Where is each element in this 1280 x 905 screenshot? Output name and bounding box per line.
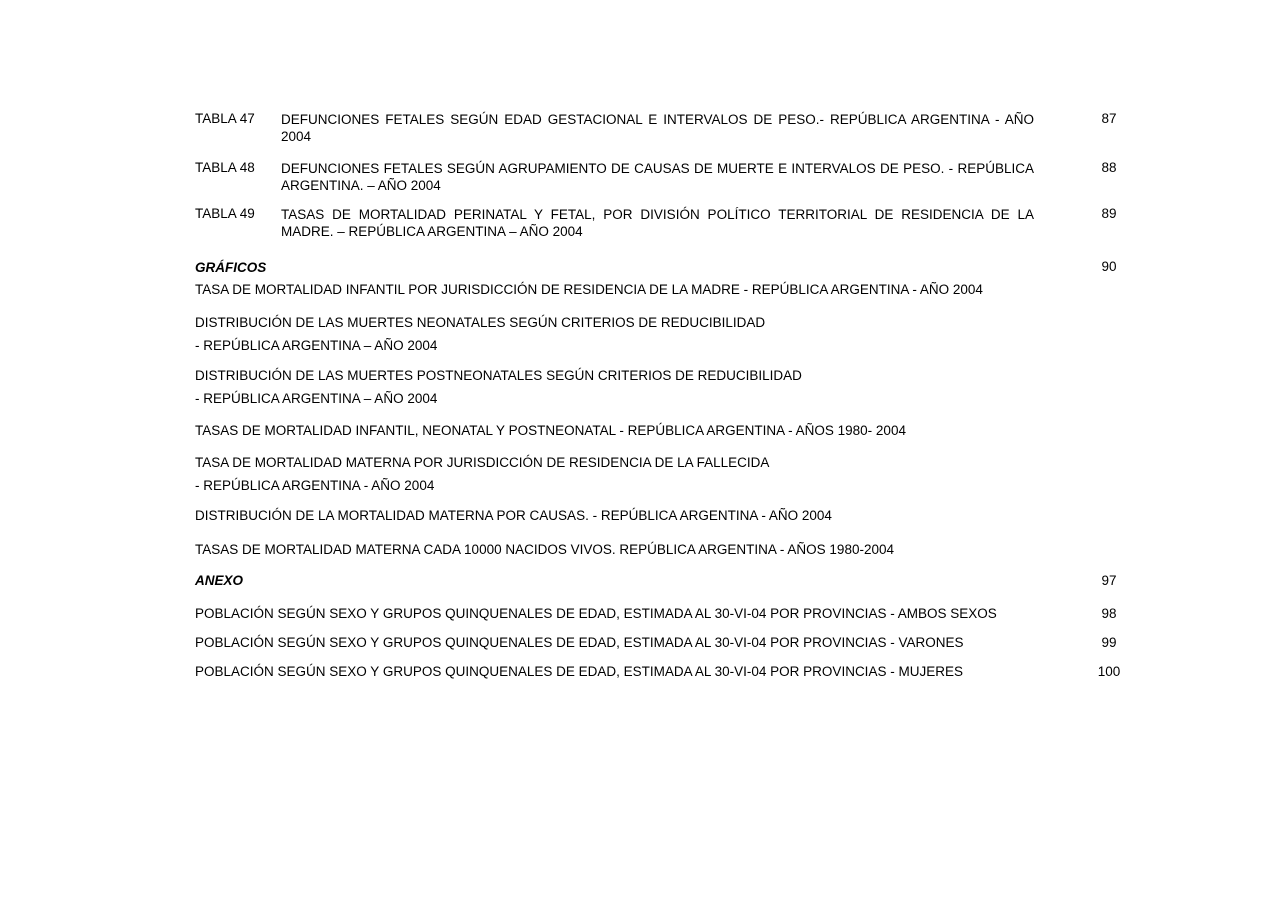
section-heading-graficos: GRÁFICOS (195, 260, 267, 275)
toc-page-number: 97 (1101, 573, 1117, 588)
toc-page-number: 100 (1097, 664, 1121, 679)
toc-table-label: TABLA 48 (195, 160, 255, 175)
toc-entry: TASA DE MORTALIDAD MATERNA POR JURISDICCIÓN DE RESIDENCIA DE LA FALLECIDA (195, 455, 770, 470)
toc-page-number: 99 (1101, 635, 1117, 650)
toc-page-number: 87 (1101, 111, 1117, 126)
toc-page-number: 90 (1101, 259, 1117, 274)
toc-entry: DISTRIBUCIÓN DE LAS MUERTES NEONATALES SEGÚN CRITERIOS DE REDUCIBILIDAD (195, 315, 766, 330)
toc-page-number: 89 (1101, 206, 1117, 221)
toc-entry: POBLACIÓN SEGÚN SEXO Y GRUPOS QUINQUENALES DE EDAD, ESTIMADA AL 30-VI-04 POR PROVINCIAS - MUJERES (195, 664, 963, 679)
toc-entry: POBLACIÓN SEGÚN SEXO Y GRUPOS QUINQUENALES DE EDAD, ESTIMADA AL 30-VI-04 POR PROVINCIAS - AMBOS SEXOS (195, 606, 997, 621)
toc-table-label: TABLA 47 (195, 111, 255, 126)
toc-table-title: TASAS DE MORTALIDAD PERINATAL Y FETAL, POR DIVISIÓN POLÍTICO TERRITORIAL DE RESIDENCIA DE LA MADRE. – REPÚBLICA ARGENTINA – AÑO 2004 (281, 207, 1034, 239)
toc-entry: - REPÚBLICA ARGENTINA – AÑO 2004 (195, 338, 438, 353)
toc-entry: POBLACIÓN SEGÚN SEXO Y GRUPOS QUINQUENALES DE EDAD, ESTIMADA AL 30-VI-04 POR PROVINCIAS - VARONES (195, 635, 964, 650)
toc-page-number: 88 (1101, 160, 1117, 175)
toc-page-number: 98 (1101, 606, 1117, 621)
toc-table-title: DEFUNCIONES FETALES SEGÚN EDAD GESTACIONAL E INTERVALOS DE PESO.- REPÚBLICA ARGENTINA - AÑO 2004 (281, 112, 1034, 144)
toc-entry: DISTRIBUCIÓN DE LAS MUERTES POSTNEONATALES SEGÚN CRITERIOS DE REDUCIBILIDAD (195, 368, 802, 383)
toc-entry: - REPÚBLICA ARGENTINA – AÑO 2004 (195, 391, 438, 406)
toc-table-label: TABLA 49 (195, 206, 255, 221)
toc-entry: TASAS DE MORTALIDAD INFANTIL, NEONATAL Y POSTNEONATAL - REPÚBLICA ARGENTINA - AÑOS 1980- 2004 (195, 423, 906, 438)
toc-entry: DISTRIBUCIÓN DE LA MORTALIDAD MATERNA POR CAUSAS. - REPÚBLICA ARGENTINA - AÑO 2004 (195, 508, 832, 523)
toc-table-title: DEFUNCIONES FETALES SEGÚN AGRUPAMIENTO DE CAUSAS DE MUERTE E INTERVALOS DE PESO. - REPÚBLICA ARGENTINA. – AÑO 2004 (281, 161, 1034, 193)
section-heading-anexo: ANEXO (195, 573, 244, 588)
toc-entry: TASA DE MORTALIDAD INFANTIL POR JURISDICCIÓN DE RESIDENCIA DE LA MADRE - REPÚBLICA ARGENTINA - AÑO 2004 (195, 282, 983, 297)
toc-entry: TASAS DE MORTALIDAD MATERNA CADA 10000 NACIDOS VIVOS. REPÚBLICA ARGENTINA - AÑOS 1980-2004 (195, 542, 894, 557)
toc-entry: - REPÚBLICA ARGENTINA - AÑO 2004 (195, 478, 435, 493)
